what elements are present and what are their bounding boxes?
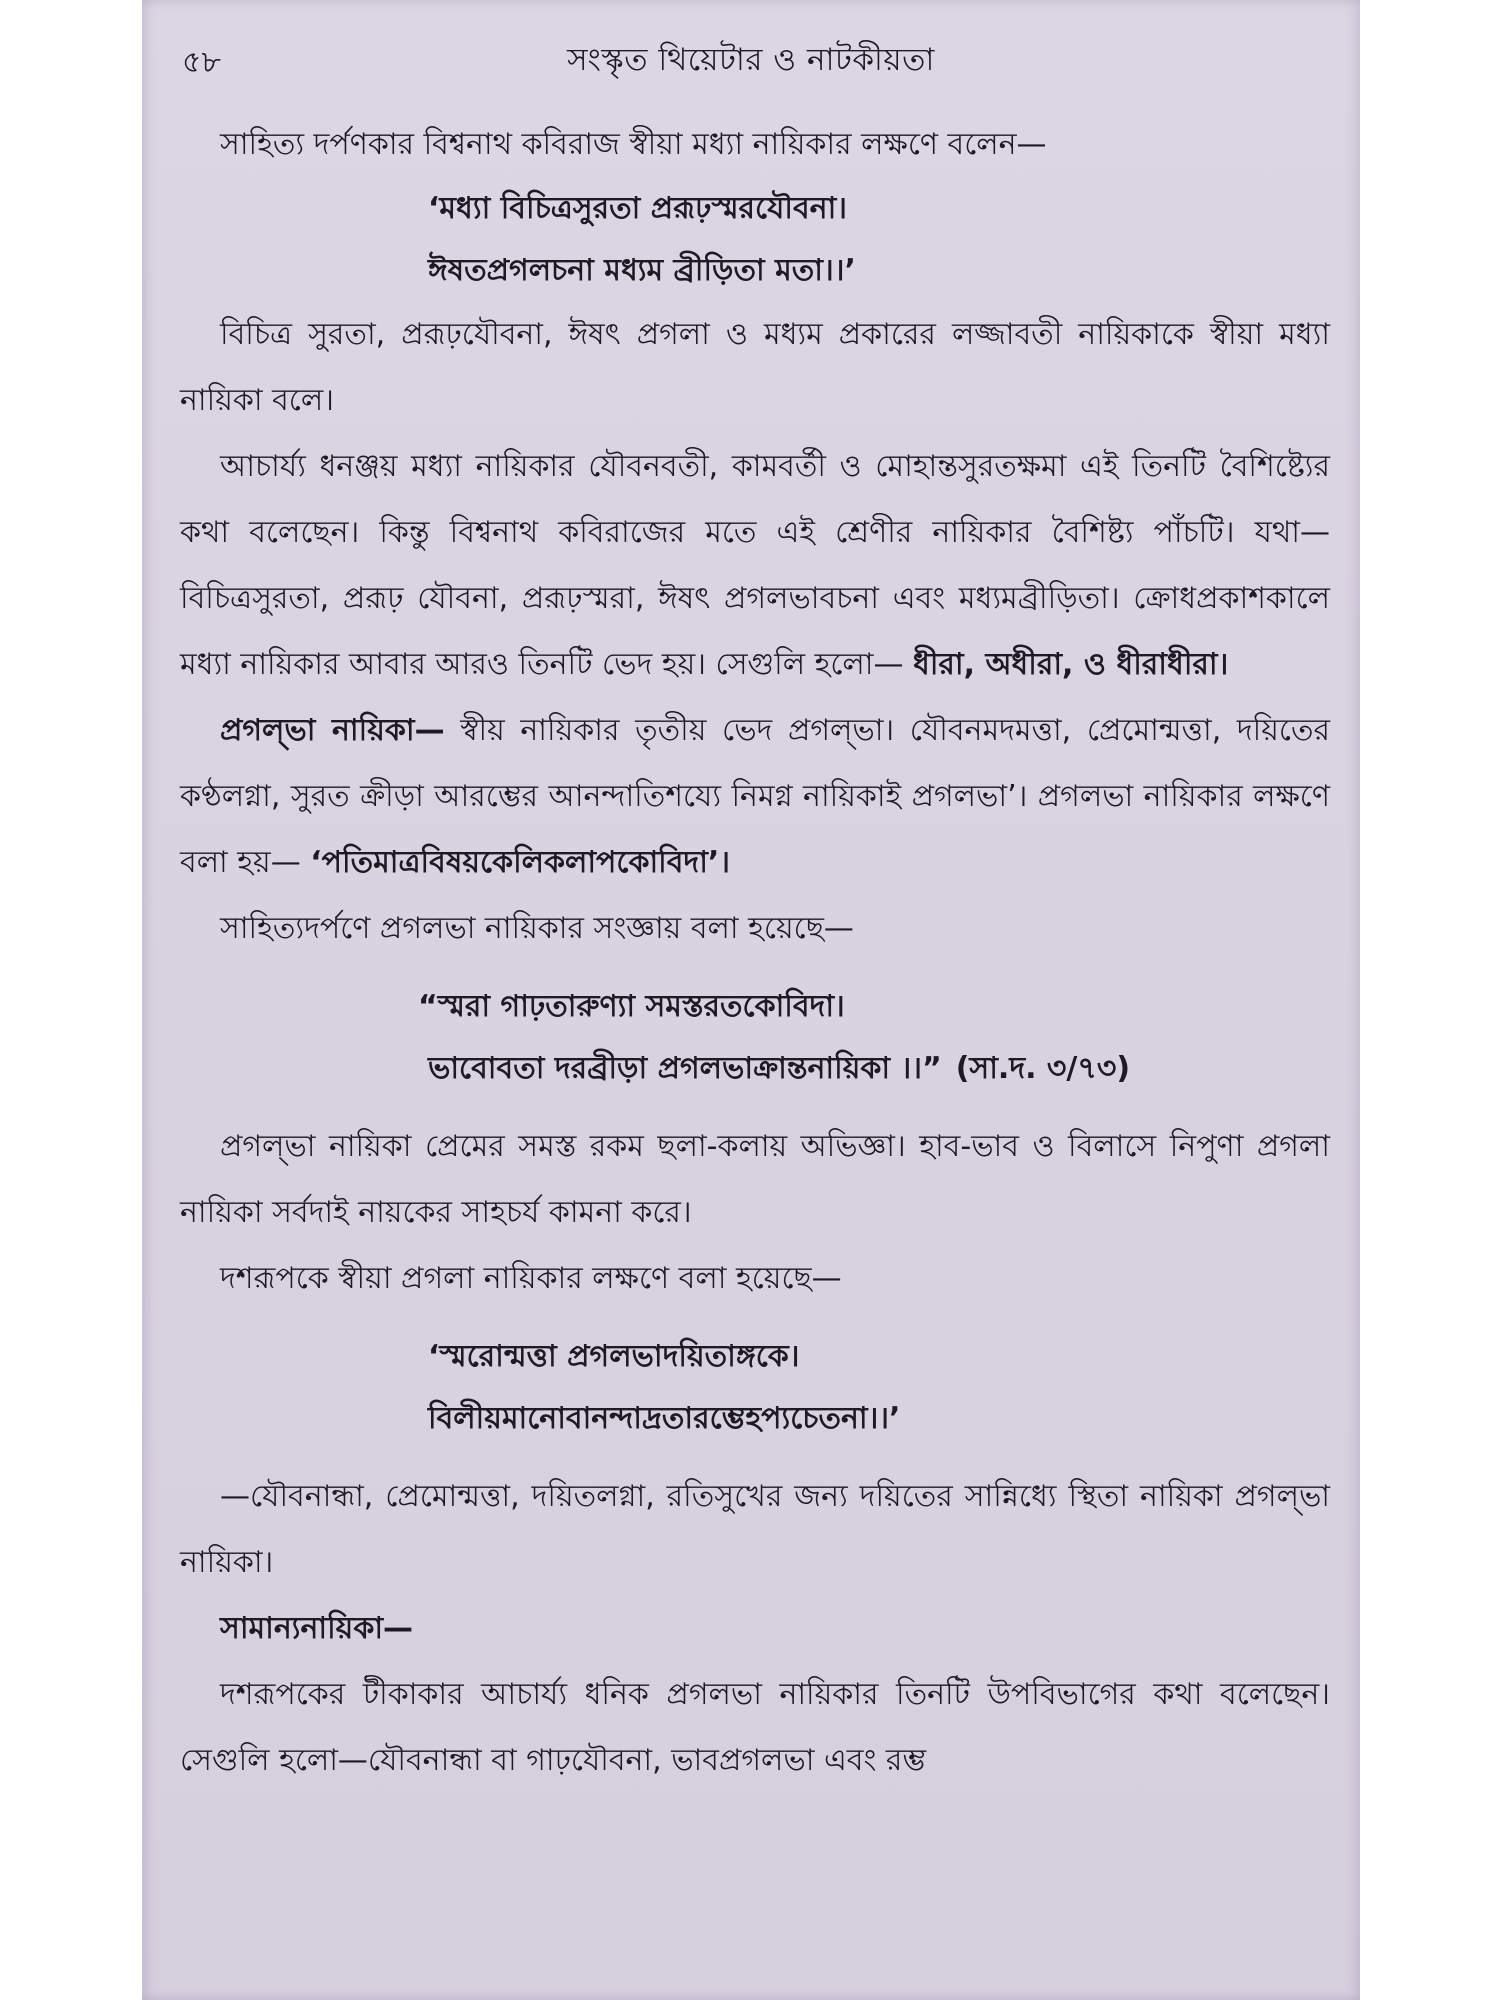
emphasis-text: ‘পতিমাত্রবিষয়কেলিকলাপকোবিদা’। <box>310 845 731 880</box>
verse-text: ভাবোবতা দরব্রীড়া প্রগলভাক্রান্তনায়িকা ।।” <box>428 1051 942 1086</box>
paragraph: সাহিত্য দর্পণকার বিশ্বনাথ কবিরাজ স্বীয়া মধ্যা নায়িকার লক্ষণে বলেন— <box>220 127 1047 162</box>
paragraph <box>180 698 1330 896</box>
verse-quote <box>428 178 1330 302</box>
verse-line: ‘মধ্যা বিচিত্রসুরতা প্ররূঢ়স্মরযৌবনা। <box>428 191 848 226</box>
emphasis-text: ধীরা, অধীরা, ও ধীরাধীরা। <box>913 647 1229 682</box>
paragraph: বিচিত্র সুরতা, প্ররূঢ়যৌবনা, ঈষৎ প্রগলা ও মধ্যম প্রকারের লজ্জাবতী নায়িকাকে স্বীয়া মধ্যা নায়িকা বলে। <box>180 317 1330 418</box>
section-heading: সামান্যনায়িকা— <box>220 1611 414 1646</box>
paragraph: সাহিত্যদর্পণে প্রগলভা নায়িকার সংজ্ঞায় বলা হয়েছে— <box>220 911 854 946</box>
page-header <box>182 28 1320 88</box>
verse-line: ঈষতপ্রগলচনা মধ্যম ব্রীড়িতা মতা।।’ <box>428 253 856 288</box>
paragraph <box>180 434 1330 698</box>
verse-quote <box>428 1326 1330 1450</box>
paragraph: —যৌবনান্ধা, প্রেমোন্মত্তা, দয়িতলগ্না, রতিসুখের জন্য দয়িতের সান্নিধ্যে স্থিতা নায়িকা প্রগল্ভা নায়িকা। <box>180 1479 1330 1580</box>
citation: (সা.দ. ৩/৭৩) <box>955 1051 1131 1086</box>
book-page <box>142 0 1360 2000</box>
section-term: প্রগল্ভা নায়িকা— <box>220 713 445 748</box>
running-title: সংস্কৃত থিয়েটার ও নাটকীয়তা <box>567 42 935 78</box>
verse-line: ‘স্মরোন্মত্তা প্রগলভাদয়িতাঙ্গকে। <box>428 1339 800 1374</box>
verse-quote <box>418 976 1330 1100</box>
paragraph: প্রগল্ভা নায়িকা প্রেমের সমস্ত রকম ছলা-কলায় অভিজ্ঞা। হাব-ভাব ও বিলাসে নিপুণা প্রগলা নায়িকা সর্বদাই নায়কের সাহচর্য কামনা করে। <box>180 1129 1330 1230</box>
page-number: ৫৮ <box>182 45 221 80</box>
paragraph: দশরূপকে স্বীয়া প্রগলা নায়িকার লক্ষণে বলা হয়েছে— <box>220 1261 842 1296</box>
verse-line: “স্মরা গাঢ়তারুণ্যা সমস্তরতকোবিদা। <box>418 989 845 1024</box>
verse-line: বিলীয়মানোবানন্দাদ্রতারম্ভেহপ্যচেতনা।।’ <box>428 1401 901 1436</box>
verse-line <box>428 1038 1330 1100</box>
paragraph: দশরূপকের টীকাকার আচার্য্য ধনিক প্রগলভা নায়িকার তিনটি উপবিভাগের কথা বলেছেন। সেগুলি হলো—যৌবনান্ধা বা গাঢ়যৌবনা, ভাবপ্রগলভা এবং রম্ভ <box>180 1677 1330 1778</box>
page-body <box>180 112 1330 1794</box>
paragraph-text: আচার্য্য ধনঞ্জয় মধ্যা নায়িকার যৌবনবতী, কামবর্তী ও মোহান্তসুরতক্ষমা এই তিনটি বৈশিষ্ট্যের কথা বলেছেন। কিন্তু বিশ্বনাথ কবিরাজের মতে এই শ্রেণীর নায়িকার বৈশিষ্ট্য পাঁচটি। যথা— বিচিত্রসুরতা, প্ররূঢ় যৌবনা, প্ররূঢ়স্মরা, ঈষৎ প্রগলভাবচনা এবং মধ্যমব্রীড়িতা। ক্রোধপ্রকাশকালে মধ্যা নায়িকার আবার আরও তিনটি ভেদ হয়। সেগুলি হলো— <box>180 449 1330 682</box>
paragraph-text: স্বীয় নায়িকার তৃতীয় ভেদ প্রগল্ভা। যৌবনমদমত্তা, প্রেমোন্মত্তা, দয়িতের কণ্ঠলগ্না, সুরত ক্রীড়া আরম্ভের আনন্দাতিশয্যে নিমগ্ন নায়িকাই প্রগলভা’। প্রগলভা নায়িকার লক্ষণে বলা হয়— <box>180 713 1330 880</box>
